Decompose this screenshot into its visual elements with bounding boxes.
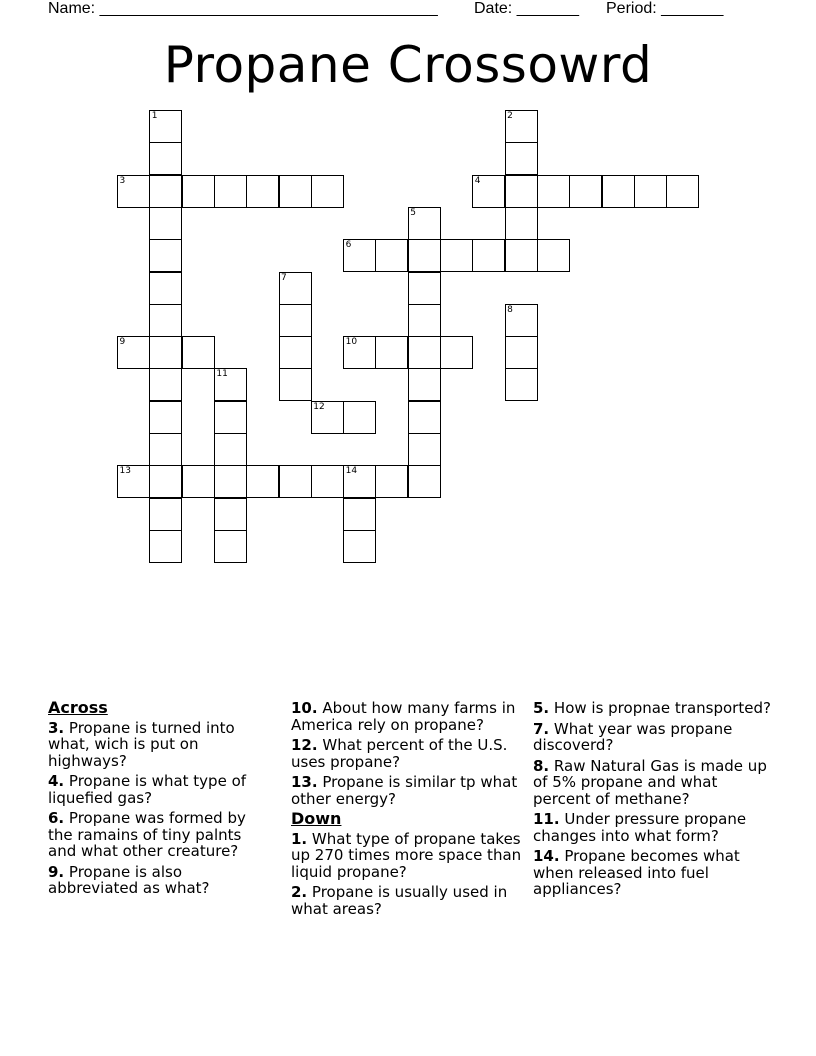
clue-number-label: 5 bbox=[410, 207, 416, 218]
crossword-cell[interactable] bbox=[246, 175, 279, 208]
crossword-cell[interactable] bbox=[505, 175, 538, 208]
period-field[interactable]: Period: _______ bbox=[606, 0, 724, 17]
across-clue: 10. About how many farms in America rely on propane? bbox=[291, 699, 516, 734]
crossword-cell[interactable] bbox=[149, 207, 182, 240]
crossword-cell[interactable] bbox=[149, 401, 182, 434]
crossword-cell[interactable] bbox=[537, 239, 570, 272]
crossword-cell[interactable] bbox=[149, 175, 182, 208]
crossword-cell[interactable] bbox=[149, 304, 182, 337]
crossword-cell[interactable] bbox=[505, 110, 538, 143]
crossword-cell[interactable] bbox=[505, 142, 538, 175]
crossword-cell[interactable] bbox=[279, 336, 312, 369]
crossword-cell[interactable] bbox=[182, 175, 215, 208]
across-clue: 12. What percent of the U.S. uses propane? bbox=[291, 736, 508, 771]
down-clue: 5. How is propnae transported? bbox=[533, 699, 771, 717]
crossword-cell[interactable] bbox=[408, 401, 441, 434]
clue-number-label: 1 bbox=[151, 111, 158, 121]
down-clue: 2. Propane is usually used in what areas? bbox=[291, 883, 508, 918]
crossword-cell[interactable] bbox=[214, 175, 247, 208]
clue-number-label: 12 bbox=[313, 401, 325, 412]
crossword-cell[interactable] bbox=[149, 110, 182, 143]
crossword-cell[interactable] bbox=[117, 175, 150, 208]
crossword-cell[interactable] bbox=[343, 465, 376, 498]
crossword-cell[interactable] bbox=[537, 175, 570, 208]
clue-number-label: 7 bbox=[281, 272, 287, 283]
crossword-cell[interactable] bbox=[408, 368, 441, 401]
crossword-cell[interactable] bbox=[375, 465, 408, 498]
crossword-cell[interactable] bbox=[634, 175, 667, 208]
crossword-cell[interactable] bbox=[408, 433, 441, 466]
crossword-cell[interactable] bbox=[375, 239, 408, 272]
crossword-cell[interactable] bbox=[214, 401, 247, 434]
crossword-cell[interactable] bbox=[279, 272, 312, 305]
clue-number-label: 4 bbox=[474, 175, 481, 186]
clue-number-label: 2 bbox=[507, 111, 513, 121]
across-clue: 3. Propane is turned into what, wich is put on highways? bbox=[48, 718, 235, 770]
crossword-cell[interactable] bbox=[279, 304, 312, 337]
crossword-cell[interactable] bbox=[214, 498, 247, 531]
crossword-cell[interactable] bbox=[343, 498, 376, 531]
crossword-cell[interactable] bbox=[311, 175, 344, 208]
down-clue: 14. Propane becomes what when released into fuel appliances? bbox=[533, 847, 740, 898]
crossword-cell[interactable] bbox=[214, 368, 247, 401]
crossword-cell[interactable] bbox=[505, 304, 538, 337]
crossword-cell[interactable] bbox=[214, 530, 247, 563]
down-clue: 8. Raw Natural Gas is made up of 5% propane and what percent of methane? bbox=[533, 756, 767, 808]
clue-number-label: 11 bbox=[216, 369, 228, 380]
down-clue: 11. Under pressure propane changes into what form? bbox=[533, 810, 747, 845]
across-clue: 13. Propane is similar tp what other energy? bbox=[291, 773, 518, 808]
crossword-cell[interactable] bbox=[408, 272, 441, 305]
crossword-cell[interactable] bbox=[343, 530, 376, 563]
crossword-cell[interactable] bbox=[149, 368, 182, 401]
crossword-cell[interactable] bbox=[505, 239, 538, 272]
crossword-cell[interactable] bbox=[375, 336, 408, 369]
crossword-cell[interactable] bbox=[440, 336, 473, 369]
crossword-cell[interactable] bbox=[602, 175, 635, 208]
down-clue: 7. What year was propane discoverd? bbox=[533, 719, 733, 754]
crossword-cell[interactable] bbox=[214, 465, 247, 498]
across-clue: 4. Propane is what type of liquefied gas? bbox=[48, 772, 247, 807]
clue-number-label: 14 bbox=[345, 466, 358, 477]
crossword-cell[interactable] bbox=[408, 465, 441, 498]
crossword-cell[interactable] bbox=[311, 401, 344, 434]
across-clue: 9. Propane is also abbreviated as what? bbox=[48, 862, 210, 897]
clues-column-3 bbox=[533, 700, 773, 902]
clues-column-2 bbox=[291, 700, 525, 921]
crossword-cell[interactable] bbox=[214, 433, 247, 466]
page-title: Propane Crossowrd bbox=[163, 36, 653, 94]
down-heading: Down bbox=[291, 809, 342, 828]
crossword-cell[interactable] bbox=[149, 465, 182, 498]
crossword-cell[interactable] bbox=[472, 175, 505, 208]
crossword-cell[interactable] bbox=[279, 175, 312, 208]
name-field[interactable]: Name: ______________________________________ bbox=[48, 0, 438, 17]
crossword-cell[interactable] bbox=[343, 401, 376, 434]
crossword-cell[interactable] bbox=[505, 368, 538, 401]
crossword-cell[interactable] bbox=[149, 498, 182, 531]
crossword-cell[interactable] bbox=[408, 207, 441, 240]
clue-number-label: 3 bbox=[119, 175, 126, 186]
crossword-cell[interactable] bbox=[505, 207, 538, 240]
crossword-cell[interactable] bbox=[149, 239, 182, 272]
date-field[interactable]: Date: _______ bbox=[474, 0, 579, 17]
down-clue: 1. What type of propane takes up 270 times more space than liquid propane? bbox=[291, 829, 522, 881]
clue-number-label: 6 bbox=[345, 240, 352, 251]
crossword-cell[interactable] bbox=[408, 336, 441, 369]
crossword-cell[interactable] bbox=[343, 336, 376, 369]
crossword-cell[interactable] bbox=[343, 239, 376, 272]
crossword-cell[interactable] bbox=[311, 465, 344, 498]
crossword-cell[interactable] bbox=[182, 336, 215, 369]
crossword-cell[interactable] bbox=[149, 142, 182, 175]
crossword-cell[interactable] bbox=[246, 465, 279, 498]
across-heading: Across bbox=[48, 698, 108, 717]
crossword-cell[interactable] bbox=[149, 530, 182, 563]
clue-number-label: 13 bbox=[119, 466, 131, 477]
crossword-cell[interactable] bbox=[569, 175, 602, 208]
crossword-cell[interactable] bbox=[279, 465, 312, 498]
crossword-cell[interactable] bbox=[149, 433, 182, 466]
clues-column-1 bbox=[48, 700, 273, 901]
crossword-cell[interactable] bbox=[149, 336, 182, 369]
crossword-cell[interactable] bbox=[279, 368, 312, 401]
crossword-cell[interactable] bbox=[408, 304, 441, 337]
crossword-cell[interactable] bbox=[149, 272, 182, 305]
crossword-cell[interactable] bbox=[666, 175, 699, 208]
crossword-cell[interactable] bbox=[182, 465, 215, 498]
crossword-cell[interactable] bbox=[408, 239, 441, 272]
crossword-cell[interactable] bbox=[117, 465, 150, 498]
crossword-cell[interactable] bbox=[117, 336, 150, 369]
clue-number-label: 10 bbox=[345, 337, 358, 348]
crossword-cell[interactable] bbox=[505, 336, 538, 369]
clue-number-label: 8 bbox=[507, 304, 513, 315]
crossword-cell[interactable] bbox=[440, 239, 473, 272]
clue-number-label: 9 bbox=[119, 337, 126, 348]
across-clue: 6. Propane was formed by the ramains of tiny palnts and what other creature? bbox=[48, 809, 246, 860]
crossword-cell[interactable] bbox=[472, 239, 505, 272]
